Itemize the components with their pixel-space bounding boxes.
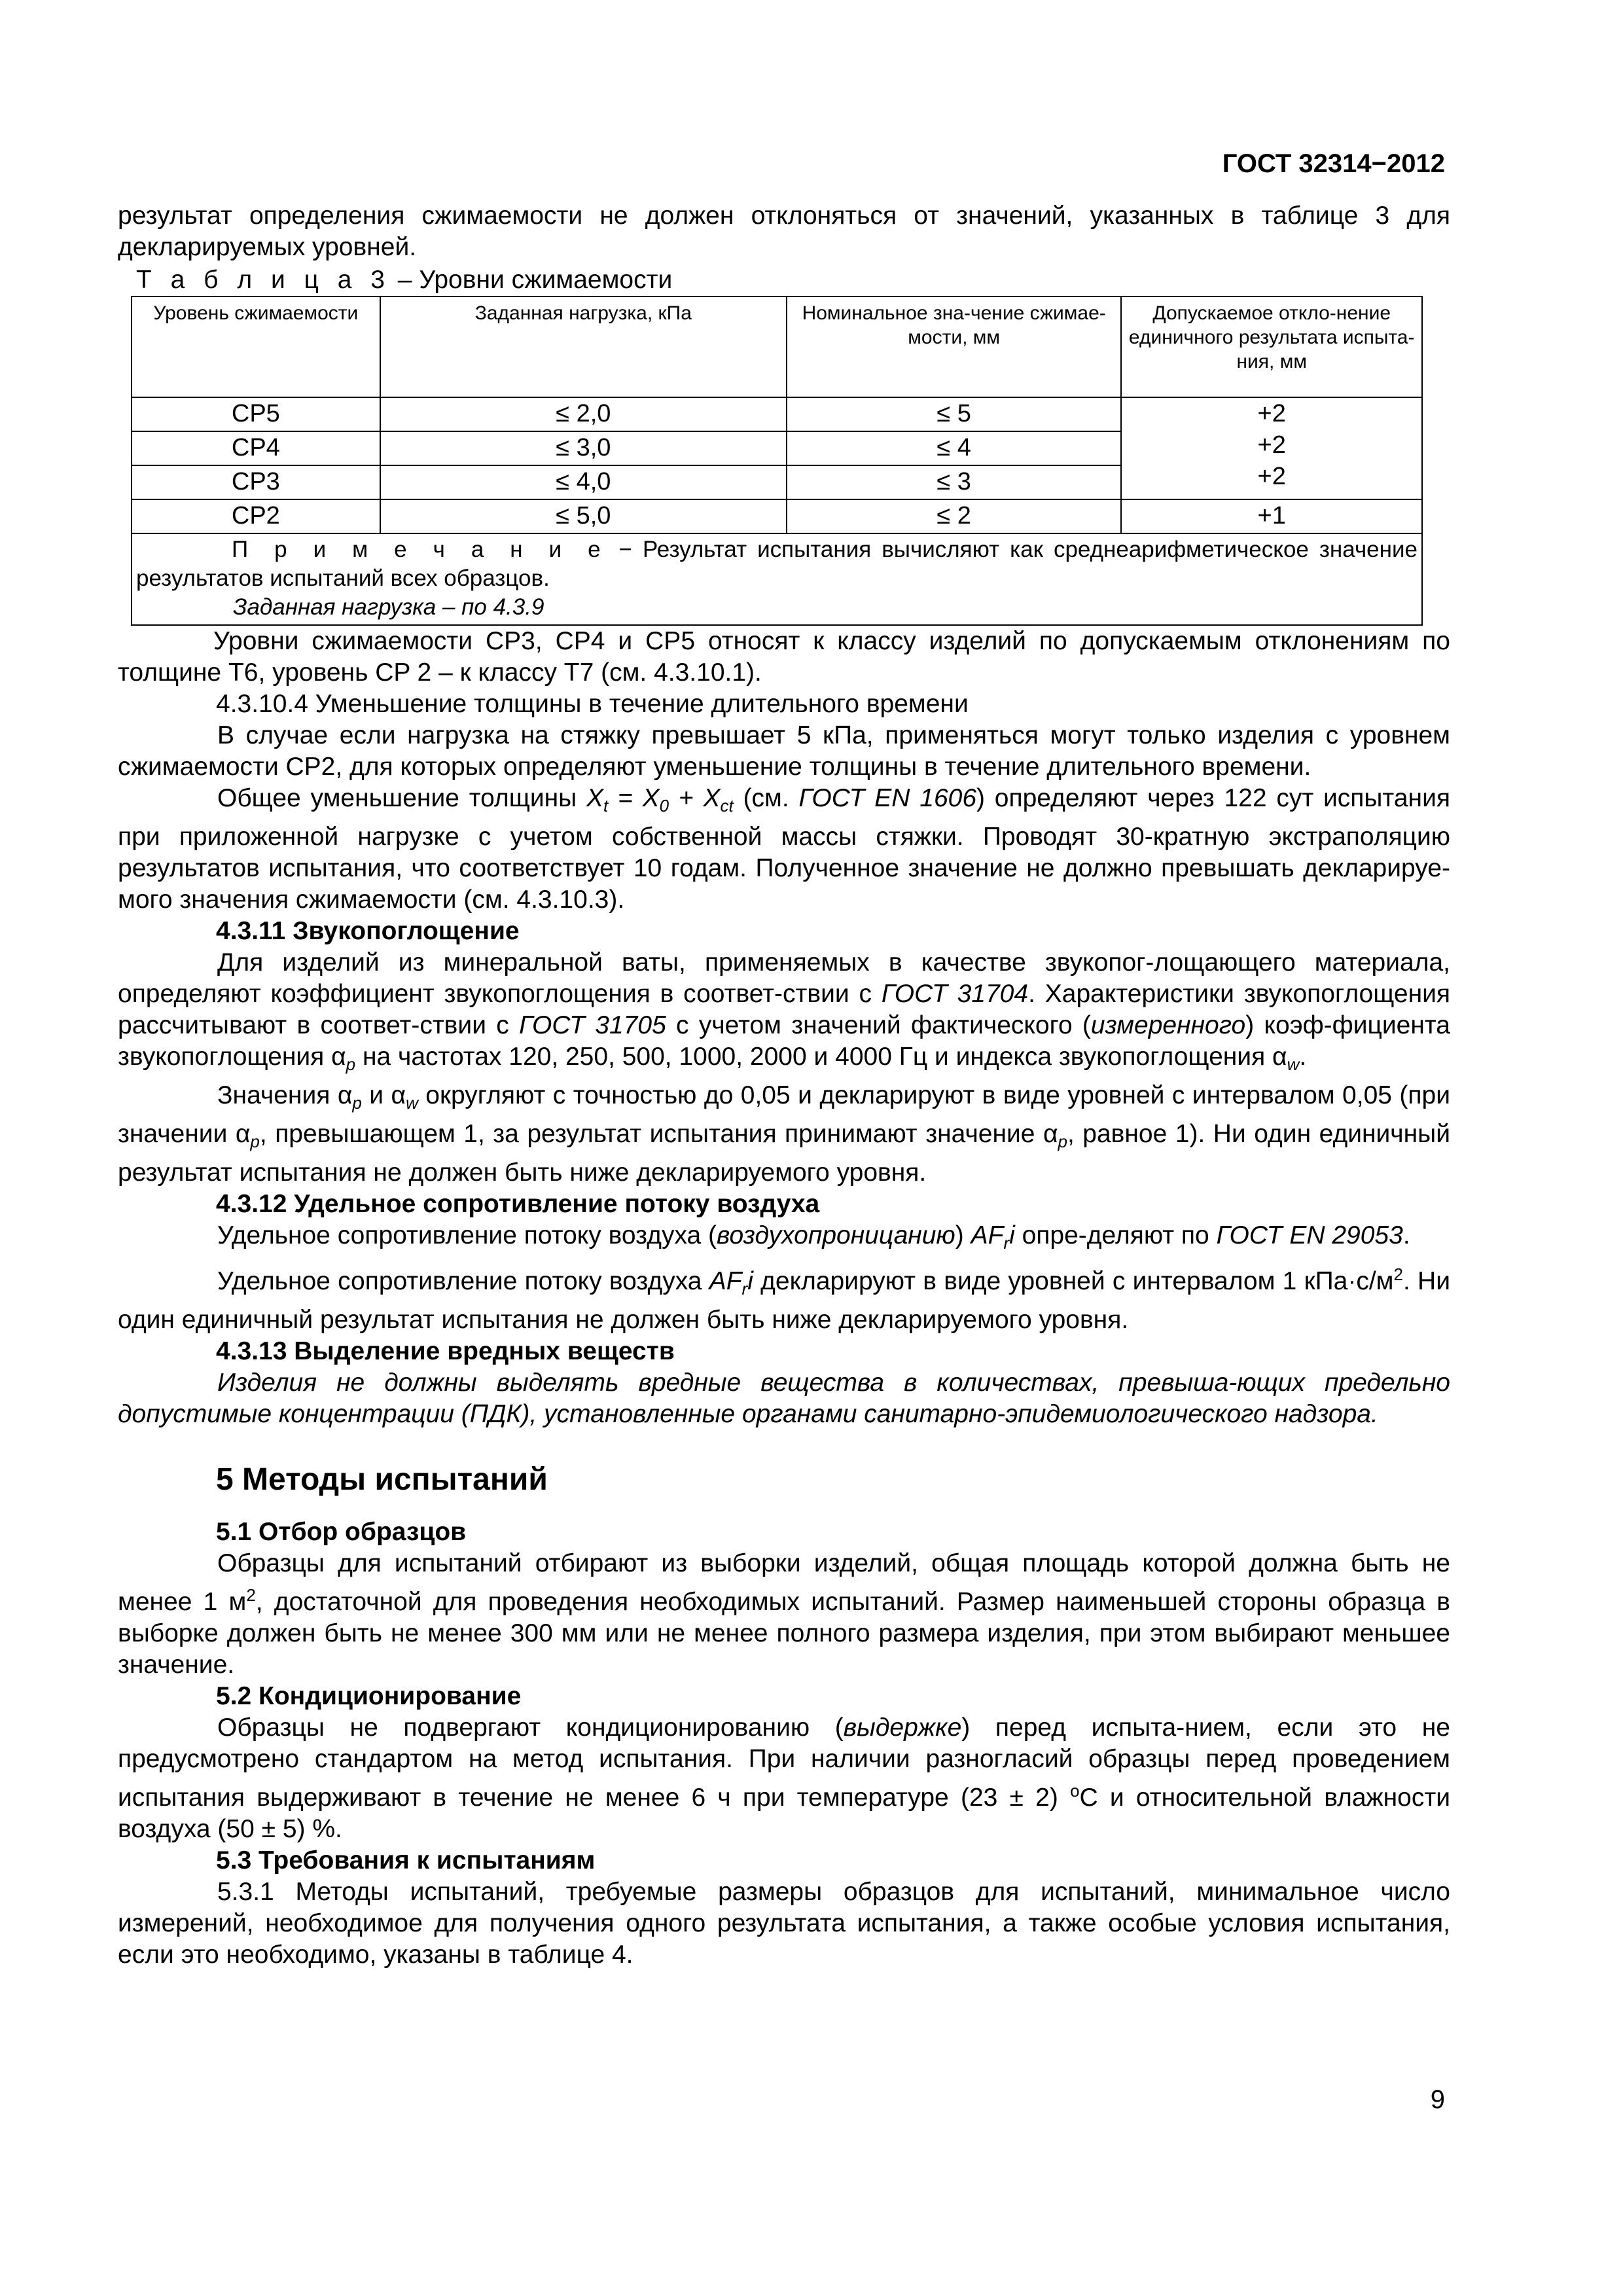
table-cell-nominal: ≤ 5	[787, 397, 1121, 431]
table-header-cell: Допускаемое откло-нение единичного результата испыта-ния, мм	[1121, 296, 1422, 397]
text-run: Образцы не подвергают кондиционированию (	[217, 1713, 844, 1742]
table-cell-limit: +1	[1121, 499, 1422, 533]
superscript: 2	[246, 1585, 256, 1605]
paragraph-compressibility-classes: Уровни сжимаемости CP3, CP4 и CP5 относят к классу изделий по допускаемым отклонениям по толщине Т6, уровень CP 2 – к классу Т7 (см. 4.3.10.1).	[118, 627, 1450, 687]
text-run: .	[1299, 1043, 1307, 1071]
table-header-row	[132, 296, 1422, 397]
formula-subscript: r	[1003, 1233, 1010, 1253]
text-run: Удельное сопротивление потоку воздуха (	[217, 1221, 717, 1249]
text-run: округляют с точностью до 0,05 и декларируют в виде уровней с интервалом 0,05 (при значении	[118, 1081, 1450, 1148]
paragraph-5-1	[118, 1548, 1450, 1681]
text-run: С и относительной влажности воздуха (50 ± 5) %.	[118, 1784, 1450, 1843]
section-heading-5-2: 5.2 Кондиционирование	[216, 1682, 522, 1710]
superscript: о	[1070, 1781, 1080, 1801]
text-run: . Ни один единичный результат испытания не должен быть ниже декларируемого уровня.	[118, 1267, 1451, 1334]
formula-subscript: w	[1287, 1054, 1300, 1074]
table-note-label: П р и м е ч а н и е	[232, 537, 609, 562]
table-cell-limit: +2	[1257, 400, 1286, 427]
formula-subscript: ct	[720, 796, 734, 816]
table-cell-nominal: ≤ 4	[787, 431, 1121, 465]
text-run: с учетом значений фактического (	[666, 1011, 1091, 1039]
table-row	[132, 499, 1422, 533]
text-run: .	[1402, 1221, 1410, 1249]
document-number-header: ГОСТ 32314−2012	[1222, 149, 1445, 178]
superscript: 2	[1393, 1265, 1403, 1284]
text-run: и	[361, 1081, 391, 1109]
table-header-cell: Номинальное зна-чение сжимае-мости, мм	[787, 296, 1121, 397]
paragraph-4-3-12-b	[118, 1259, 1450, 1336]
formula-subscript: 0	[659, 796, 669, 816]
paragraph-4-3-10-4-a: В случае если нагрузка на стяжку превышает 5 кПа, применяться могут только изделия с уровнем сжимаемости CP2, для которых определяют уменьшение толщины в течение длительного времени.	[118, 721, 1450, 781]
table-cell-nominal: ≤ 2	[787, 499, 1121, 533]
alpha-symbol: α	[391, 1081, 406, 1109]
formula-subscript: p	[352, 1093, 362, 1113]
formula-symbol: i	[1009, 1221, 1015, 1249]
section-heading-5-3: 5.3 Требования к испытаниям	[216, 1846, 596, 1874]
section-heading-4-3-11: 4.3.11 Звукопоглощение	[216, 917, 520, 945]
table-cell-load: ≤ 5,0	[380, 499, 787, 533]
section-heading-5: 5 Методы испытаний	[216, 1462, 548, 1497]
formula-symbol: X	[642, 784, 660, 812]
text-run: опре-деляют по	[1014, 1221, 1217, 1249]
table-cell-level: CP4	[132, 431, 380, 465]
paragraph-4-3-10-4-b	[118, 783, 1450, 916]
text-run: ) коэф-фициента звукопоглощения	[118, 1011, 1451, 1071]
text-run: ) перед испыта-нием, если это не предусмотрено стандартом на метод испытания. При наличии разногласий образцы перед проведением испытания выдерживают в течение не менее 6 ч при температуре (23 ± 2)	[118, 1713, 1450, 1812]
standard-reference: ГОСТ 31704	[881, 980, 1029, 1008]
alpha-symbol: α	[331, 1043, 346, 1071]
text-run: на частотах 120, 250, 500, 1000, 2000 и 4000 Гц и индекса звукопоглощения	[355, 1043, 1273, 1071]
table-caption-label: Т а б л и ц а 3	[136, 266, 391, 294]
formula-subscript: w	[406, 1093, 418, 1113]
formula-symbol: AF	[709, 1267, 742, 1295]
formula-operator: +	[669, 784, 704, 812]
table-cell-nominal: ≤ 3	[787, 465, 1121, 499]
table-header-cell: Уровень сжимаемости	[132, 296, 380, 397]
section-heading-4-3-12: 4.3.12 Удельное сопротивление потоку воздуха	[216, 1190, 820, 1218]
alpha-symbol: α	[1272, 1043, 1287, 1071]
paragraph-5-3-1: 5.3.1 Методы испытаний, требуемые размеры образцов для испытаний, минимальное число измерений, необходимое для получения одного результата испытания, а также особые условия испытания, если это необходимо, указаны в таблице 4.	[118, 1878, 1450, 1969]
italic-term: воздухопроницанию	[717, 1221, 955, 1249]
text-run: , достаточной для проведения необходимых испытаний. Размер наименьшей стороны образца в выборке должен быть не менее 300 мм или не менее полного размера изделия, при этом выбирают меньшее значение.	[118, 1588, 1451, 1679]
table-cell-level: CP3	[132, 465, 380, 499]
text-run: (см.	[733, 784, 799, 812]
table-cell-limit: +2	[1257, 463, 1286, 490]
formula-symbol: X	[703, 784, 721, 812]
text-run: , равное 1). Ни один единичный результат испытания не должен быть ниже декларируемого уровня.	[118, 1120, 1450, 1187]
table-cell-limit: +2	[1257, 431, 1286, 459]
page-number: 9	[1430, 2085, 1445, 2114]
text-run: Образцы для испытаний отбирают из выборки изделий, общая площадь которой должна быть не менее 1 м	[118, 1549, 1450, 1616]
formula-symbol: AF	[971, 1221, 1004, 1249]
intro-paragraph: результат определения сжимаемости не должен отклоняться от значений, указанных в таблице 3 для декларируемых уровней.	[118, 202, 1450, 261]
table-note-text: − Результат испытания вычисляют как среднеарифметическое значение результатов испытаний всех образцов.	[136, 537, 1418, 591]
section-heading-5-1: 5.1 Отбор образцов	[216, 1518, 467, 1546]
paragraph-4-3-11-b	[118, 1080, 1450, 1189]
formula-symbol: i	[747, 1267, 753, 1295]
text-run: Для изделий из минеральной ваты, применяемых в качестве звукопог-лощающего материала, определяют коэффициент звукопоглощения в соответ-ствии с	[118, 948, 1450, 1008]
table-cell-limit-group	[1121, 397, 1422, 499]
table-note-row	[132, 533, 1422, 625]
text-run: ) определяют через 122 сут испытания при приложенной нагрузке с учетом собственной массы стяжки. Проводят 30-кратную экстраполяцию результатов испытания, что соответствует 10 годам. Полученное значение не должно превышать декларируе-мого значения сжимаемости (см. 4.3.10.3).	[118, 784, 1450, 914]
standard-reference: ГОСТ EN 1606	[798, 784, 977, 812]
table-cell-load: ≤ 3,0	[380, 431, 787, 465]
standard-reference: ГОСТ EN 29053	[1216, 1221, 1403, 1249]
section-heading-4-3-10-4: 4.3.10.4 Уменьшение толщины в течение длительного времени	[216, 690, 969, 718]
table-note	[132, 533, 1422, 625]
table-cell-level: CP2	[132, 499, 380, 533]
alpha-symbol: α	[337, 1081, 353, 1109]
formula-subscript: p	[1058, 1132, 1067, 1151]
text-run: . Характеристики звукопоглощения рассчитывают в соответ-ствии с	[118, 980, 1451, 1039]
paragraph-4-3-11-a	[118, 947, 1450, 1080]
paragraph-4-3-13: Изделия не должны выделять вредные вещества в количествах, превыша-ющих предельно допустимые концентрации (ПДК), установленные органами санитарно-эпидемиологического надзора.	[118, 1369, 1450, 1428]
table-cell-load: ≤ 2,0	[380, 397, 787, 431]
formula-symbol: X	[586, 784, 604, 812]
table-caption	[118, 264, 1450, 296]
table-cell-level: CP5	[132, 397, 380, 431]
formula-subscript: p	[250, 1132, 260, 1151]
formula-operator: =	[608, 784, 643, 812]
alpha-symbol: α	[235, 1120, 251, 1148]
formula-subscript: t	[603, 796, 609, 816]
table-note-extra: Заданная нагрузка – по 4.3.9	[233, 594, 544, 620]
paragraph-5-2	[118, 1712, 1450, 1845]
page-content	[118, 200, 1450, 1971]
formula-subscript: r	[741, 1279, 748, 1299]
text-run: Общее уменьшение толщины	[217, 784, 586, 812]
italic-term: выдержке	[843, 1713, 962, 1742]
text-run: Значения	[217, 1081, 338, 1109]
formula-subscript: p	[346, 1054, 356, 1074]
text-run: Удельное сопротивление потоку воздуха	[217, 1267, 709, 1295]
standard-reference: ГОСТ 31705	[519, 1011, 666, 1039]
table-header-cell: Заданная нагрузка, кПа	[380, 296, 787, 397]
table-caption-title: – Уровни сжимаемости	[390, 266, 673, 294]
italic-term: измеренного	[1090, 1011, 1246, 1039]
text-run: декларируют в виде уровней с интервалом 1 кПа·с/м	[753, 1267, 1394, 1295]
alpha-symbol: α	[1043, 1120, 1058, 1148]
compressibility-levels-table	[131, 296, 1423, 626]
section-heading-4-3-13: 4.3.13 Выделение вредных веществ	[216, 1337, 675, 1365]
table-cell-load: ≤ 4,0	[380, 465, 787, 499]
text-run: , превышающем 1, за результат испытания принимают значение	[259, 1120, 1043, 1148]
text-run: )	[955, 1221, 971, 1249]
paragraph-4-3-12-a	[118, 1220, 1450, 1259]
table-row	[132, 397, 1422, 431]
